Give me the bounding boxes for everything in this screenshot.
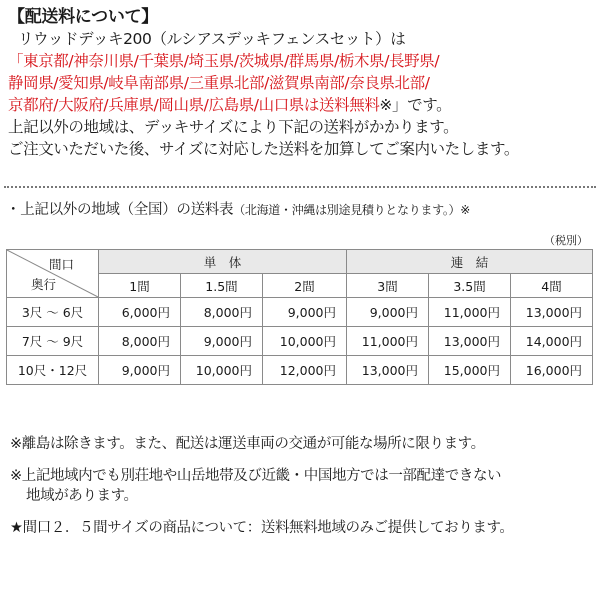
- notes-section: [10, 434, 596, 538]
- note-islands: ※離島は除きます。また、配送は運送車両の交通が可能な場所に限ります。: [10, 436, 485, 452]
- fee-cell: 6,000円: [99, 298, 181, 327]
- fee-cell: 16,000円: [511, 356, 593, 385]
- fee-cell: 13,000円: [429, 327, 511, 356]
- note-restricted-line-2: 地域があります。: [26, 488, 138, 504]
- fee-cell: 9,000円: [181, 327, 263, 356]
- fee-cell: 15,000円: [429, 356, 511, 385]
- fee-table-title-note: （北海道・沖縄は別途見積りとなります。）※: [233, 203, 470, 217]
- fee-cell: 14,000円: [511, 327, 593, 356]
- depth-label: 奥行: [31, 277, 57, 292]
- fee-cell: 11,000円: [429, 298, 511, 327]
- row-label: 7尺 ～ 9尺: [7, 327, 99, 356]
- product-line: リウッドデッキ200（ルシアスデッキフェンスセット）は: [18, 30, 406, 48]
- fee-cell: 11,000円: [347, 327, 429, 356]
- free-region-line-2: 静岡県/愛知県/岐阜南部県/三重県北部/滋賀県南部/奈良県北部/: [8, 74, 430, 92]
- fee-cell: 9,000円: [263, 298, 347, 327]
- fee-cell: 9,000円: [99, 356, 181, 385]
- free-region-line-1: 「東京都/神奈川県/千葉県/埼玉県/茨城県/群馬県/栃木県/長野県/: [8, 52, 440, 70]
- row-label: 10尺・12尺: [7, 356, 99, 385]
- free-region-tail: ※」です。: [379, 96, 452, 114]
- fee-cell: 12,000円: [263, 356, 347, 385]
- column-header: 4間: [511, 274, 593, 298]
- fee-table-title: [6, 200, 470, 220]
- section-title: 【配送料について】: [8, 7, 158, 27]
- fee-cell: 8,000円: [181, 298, 263, 327]
- fee-table-title-text: ・上記以外の地域（全国）の送料表: [6, 202, 234, 218]
- corner-header-cell: [7, 250, 99, 298]
- free-region-line-3: [8, 94, 596, 116]
- note-restricted-line-1: ※上記地域内でも別荘地や山岳地帯及び近畿・中国地方では一部配達できない: [10, 468, 502, 484]
- table-row: [7, 327, 593, 356]
- fee-cell: 10,000円: [263, 327, 347, 356]
- other-region-line: 上記以外の地域は、デッキサイズにより下記の送料がかかります。: [8, 118, 459, 136]
- dotted-divider: [4, 186, 596, 188]
- column-header: 3間: [347, 274, 429, 298]
- row-label: 3尺 ～ 6尺: [7, 298, 99, 327]
- tax-note: （税別）: [544, 234, 588, 247]
- column-header: 2間: [263, 274, 347, 298]
- table-row: [7, 356, 593, 385]
- table-row: [7, 298, 593, 327]
- frontage-label: 間口: [48, 257, 74, 272]
- joined-group-header: 連 結: [347, 250, 593, 274]
- free-region-text: 京都府/大阪府/兵庫県/岡山県/広島県/山口県は送料無料: [8, 96, 380, 114]
- shipping-info-header: [8, 6, 596, 160]
- single-group-header: 単 体: [99, 250, 347, 274]
- fee-cell: 10,000円: [181, 356, 263, 385]
- fee-cell: 9,000円: [347, 298, 429, 327]
- column-header: 3.5間: [429, 274, 511, 298]
- order-note-line: ご注文いただいた後、サイズに対応した送料を加算してご案内いたします。: [8, 140, 519, 158]
- shipping-fee-table: [6, 249, 593, 385]
- note-restricted-areas: [10, 466, 596, 506]
- note-2-5-frontage: ★間口２．５間サイズの商品について：送料無料地域のみご提供しております。: [10, 520, 514, 536]
- fee-cell: 8,000円: [99, 327, 181, 356]
- table-header-row: [7, 250, 593, 274]
- column-header: 1間: [99, 274, 181, 298]
- fee-cell: 13,000円: [347, 356, 429, 385]
- fee-cell: 13,000円: [511, 298, 593, 327]
- column-header: 1.5間: [181, 274, 263, 298]
